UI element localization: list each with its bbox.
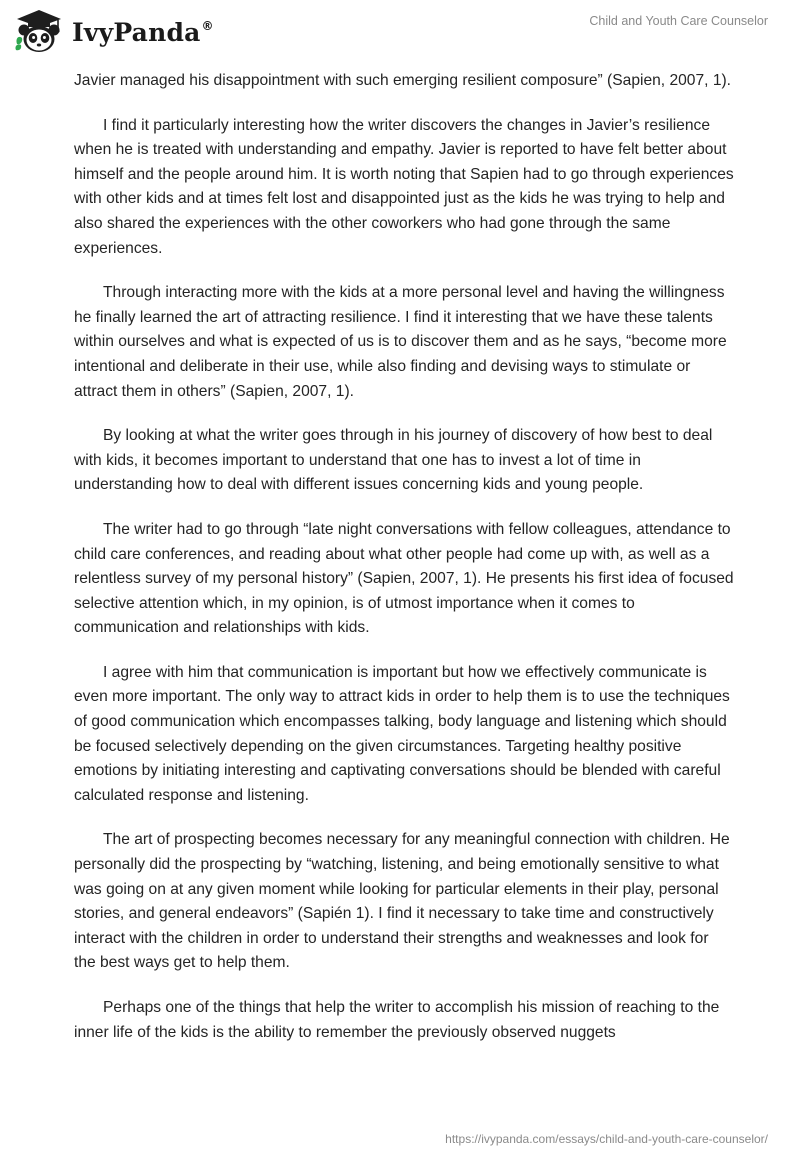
paragraph: By looking at what the writer goes through in his journey of discovery of how best to deal with kids, it becomes important to understand that one has to invest a lot of time in understanding how to deal with different issues concerning kids and young people. [74, 427, 713, 494]
paragraph: The art of prospecting becomes necessary for any meaningful connection with children. He personally did the prospecting by “watching, listening, and being emotionally sensitive to what was going on at any given moment while looking for particular elements in their play, personal stories, and general endeavors” (Sapién 1). I find it necessary to take time and constructively interact with the children in order to understand their strengths and weaknesses and look for the best ways get to help them. [74, 831, 730, 972]
brand-name-text: IvyPanda [72, 17, 201, 47]
ivypanda-logo[interactable] [14, 8, 214, 54]
brand-name [72, 18, 214, 47]
paragraph: I agree with him that communication is important but how we effectively communicate is even more important. The only way to attract kids in order to help them is to use the techniques of good communication which encompasses talking, body language and listening which should be focused selectively depending on the given circumstances. Targeting healthy positive emotions by initiating interesting and captivating conversations should be blended with careful calculated response and listening. [74, 663, 730, 804]
paragraph: Perhaps one of the things that help the writer to accomplish his mission of reaching to the inner life of the kids is the ability to remember the previously observed nuggets [74, 999, 720, 1041]
paragraph: I find it particularly interesting how the writer discovers the changes in Javier’s resilience when he is treated with understanding and empathy. Javier is reported to have felt better about himself and the people around him. It is worth noting that Sapien had to go through experiences with other kids and at times felt lost and disappointed just as the kids he was trying to help and also shared the experiences with the other coworkers who had gone through the same experiences. [74, 116, 734, 257]
essay-body [74, 69, 734, 1065]
paragraph: The writer had to go through “late night conversations with fellow colleagues, attendance to child care conferences, and reading about what other people had come up with, as well as a relentless survey of my personal history” (Sapien, 2007, 1). He presents his first idea of focused selective attention which, in my opinion, is of utmost importance when it comes to communication and relationships with kids. [74, 520, 734, 637]
registered-mark: ® [201, 18, 214, 33]
paragraph: Javier managed his disappointment with such emerging resilient composure” (Sapien, 2007, 1). [74, 72, 732, 89]
panda-graduate-icon [14, 8, 64, 54]
page-header [0, 0, 800, 66]
paragraph: Through interacting more with the kids at a more personal level and having the willingness he finally learned the art of attracting resilience. I find it interesting that we have these talents within ourselves and what is expected of us is to discover them and as he says, “become more intentional and deliberate in their use, while also finding and devising ways to stimulate or attract them in others” (Sapien, 2007, 1). [74, 284, 727, 400]
source-url-link[interactable]: https://ivypanda.com/essays/child-and-youth-care-counselor/ [445, 1132, 768, 1146]
document-title: Child and Youth Care Counselor [589, 14, 768, 28]
